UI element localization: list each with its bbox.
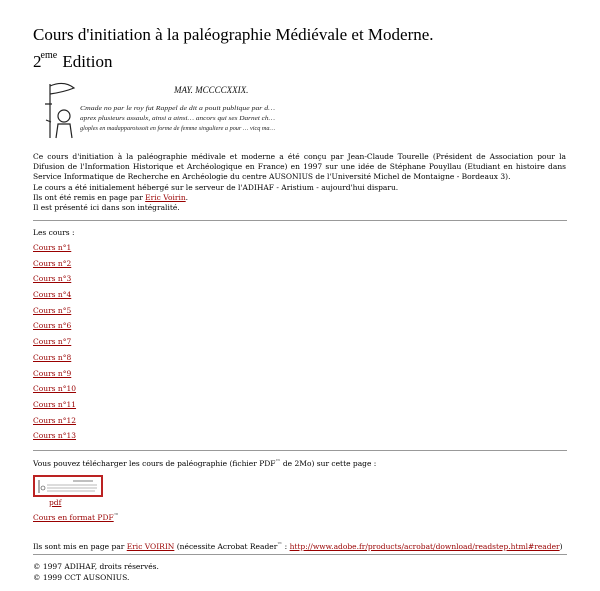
copyright-line: © 1997 ADIHAF, droits réservés. xyxy=(33,562,159,571)
divider xyxy=(33,554,567,555)
edition-word: Edition xyxy=(62,52,113,71)
pdf-sentence-prefix: Vous pouvez télécharger les cours de paléographie (fichier PDF xyxy=(33,459,276,468)
intro-remis-period: . xyxy=(185,192,189,202)
intro-paragraph-2: Le cours a été initialement hébergé sur le serveur de l'ADIHAF - Aristium - aujourd'hui disparu. xyxy=(33,182,399,192)
course-link[interactable]: Cours n°4 xyxy=(33,290,72,300)
copyright xyxy=(33,562,159,583)
course-link[interactable]: Cours n°11 xyxy=(33,399,77,409)
divider xyxy=(33,220,567,221)
course-link[interactable]: Cours n°2 xyxy=(33,258,72,268)
copyright-line: © 1999 CCT AUSONIUS. xyxy=(33,572,130,582)
course-link[interactable]: Cours n°1 xyxy=(33,243,72,252)
manuscript-figure-head xyxy=(58,110,70,122)
course-list-item xyxy=(33,353,76,369)
trademark-symbol: ™ xyxy=(275,459,281,465)
course-link[interactable]: Cours n°13 xyxy=(33,431,77,441)
course-link[interactable]: Cours n°12 xyxy=(33,415,77,425)
course-list-item xyxy=(33,274,76,290)
intro-paragraph-4: Il est présenté ici dans son intégralité. xyxy=(33,203,180,213)
manuscript-line-1: Cmade no par le roy fut Rappel de dit a pouit publique par d… xyxy=(80,106,232,112)
course-list-item xyxy=(33,337,76,353)
credits-middle: (nécessite Acrobat Reader xyxy=(174,542,278,551)
credits-line xyxy=(33,540,563,552)
pdf-thumbnail-preview-icon xyxy=(35,477,101,495)
course-list-item xyxy=(33,306,76,322)
pdf-thumbnail-caption[interactable]: pdf xyxy=(49,498,62,507)
eric-voirin-credit-link[interactable]: Eric VOIRIN xyxy=(126,542,175,551)
course-link[interactable]: Cours n°5 xyxy=(33,305,72,315)
edition-suffix: eme xyxy=(40,50,58,61)
manuscript-line-2: aprex plusieurs assaulx, ainsi a ainsi… ancors qui ses Darnet ch… xyxy=(80,116,275,122)
divider xyxy=(33,450,567,451)
intro-paragraph-1: Ce cours d'initiation à la paléographie médivale et moderne a été conçu par Jean-Claude Tourelle (Président de Association pour la Difusion de l'Information Historique et Archéologique en France) en 1997 sur une idée de Stéphane Pouyllau (Etudiant en histoire dans Service Informatique de Recherche en Archéologie du centre AUSONIUS de l'Université Michel de Montaigne - Bordeaux 3). xyxy=(33,152,566,182)
eric-voirin-link[interactable]: Eric Voirin xyxy=(145,192,186,202)
course-list-item xyxy=(33,384,76,400)
pdf-format-link[interactable]: Cours en format PDF xyxy=(33,513,114,522)
manuscript-image xyxy=(44,80,279,142)
manuscript-heading: MAY. MCCCCXXIX. xyxy=(174,85,249,95)
course-list-item xyxy=(33,321,76,337)
course-list-item xyxy=(33,290,76,306)
course-link[interactable]: Cours n°10 xyxy=(33,384,77,394)
intro-paragraph-3 xyxy=(33,193,566,203)
courses-label: Les cours : xyxy=(33,228,75,237)
intro-remis-text: Ils ont été remis en page par xyxy=(33,192,146,202)
course-list-item xyxy=(33,243,76,259)
edition-number: 2 xyxy=(33,52,42,71)
acrobat-reader-link[interactable]: http://www.adobe.fr/products/acrobat/download/readstep.html#reader xyxy=(289,542,560,551)
trademark-symbol: ™ xyxy=(113,513,119,519)
course-link[interactable]: Cours n°7 xyxy=(33,337,72,347)
course-list-item xyxy=(33,416,76,432)
course-link[interactable]: Cours n°8 xyxy=(33,352,72,362)
course-list-item xyxy=(33,431,76,447)
course-list-item xyxy=(33,369,76,385)
manuscript-banner xyxy=(50,83,74,94)
course-list xyxy=(33,243,76,447)
course-link[interactable]: Cours n°3 xyxy=(33,274,72,284)
pdf-thumbnail[interactable] xyxy=(33,475,103,497)
course-link[interactable]: Cours n°9 xyxy=(33,368,72,378)
pdf-format-line xyxy=(33,511,119,523)
course-link[interactable]: Cours n°6 xyxy=(33,321,72,331)
trademark-symbol: ™ xyxy=(277,542,283,548)
manuscript-figure-body xyxy=(56,124,72,138)
credits-suffix: ) xyxy=(559,542,563,551)
pdf-download-text xyxy=(33,457,376,469)
credits-colon: : xyxy=(282,542,290,551)
manuscript-line-3: gloples en madapparoissoit en forme de femme singuliere a pour … vicq ma… xyxy=(80,126,269,132)
pdf-sentence-suffix: de 2Mo) sur cette page : xyxy=(280,459,377,468)
edition-line xyxy=(33,44,112,74)
manuscript-marks xyxy=(45,104,52,122)
page-title: Cours d'initiation à la paléographie Médiévale et Moderne. xyxy=(33,25,434,44)
course-list-item xyxy=(33,400,76,416)
intro-text xyxy=(33,152,566,213)
credits-prefix: Ils sont mis en page par xyxy=(33,542,127,551)
course-list-item xyxy=(33,259,76,275)
